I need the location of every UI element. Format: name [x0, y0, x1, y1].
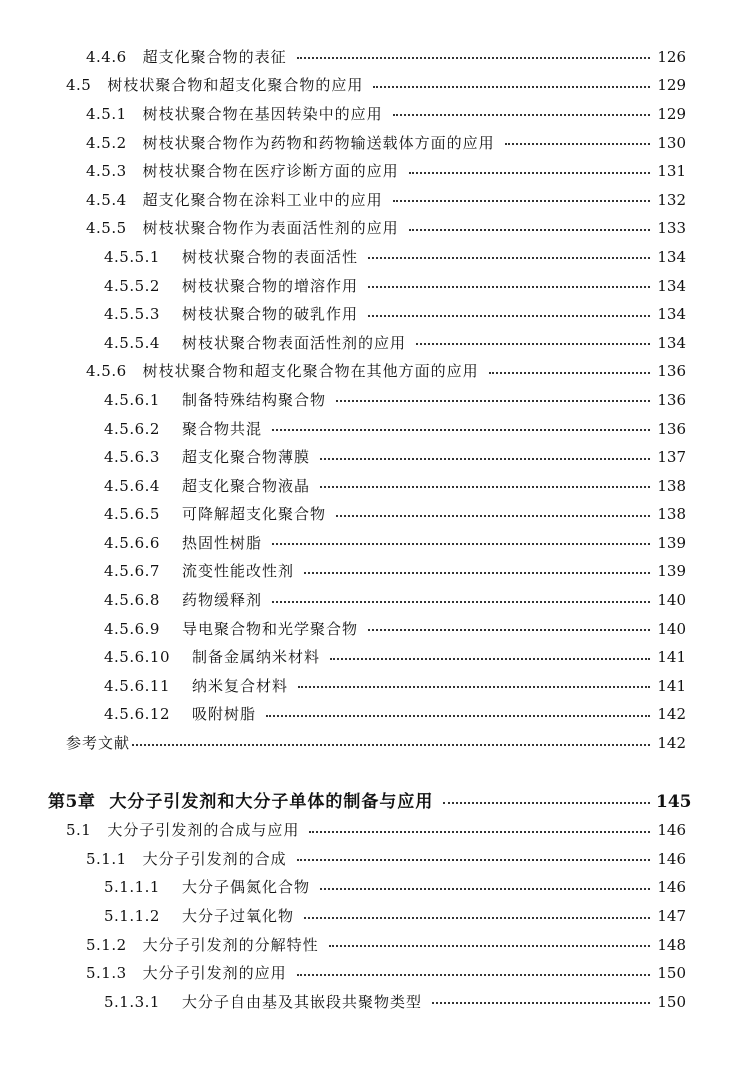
dot-leader	[373, 86, 650, 88]
toc-entry-title: 导电聚合物和光学聚合物	[181, 619, 358, 638]
toc-entry-title: 制备金属纳米材料	[192, 648, 321, 667]
toc-entry-page-number: 134	[657, 305, 686, 324]
dot-leader	[320, 486, 650, 488]
dot-leader	[409, 172, 650, 174]
toc-entry	[0, 100, 749, 129]
toc-entry-number: 4.5.6.2	[104, 419, 160, 438]
toc-entry-title: 超支化聚合物在涂料工业中的应用	[142, 190, 383, 209]
toc-entry-title: 吸附树脂	[192, 705, 257, 724]
toc-entry-page-number: 137	[657, 448, 686, 467]
toc-entry	[0, 386, 749, 415]
toc-entry-title: 大分子自由基及其嵌段共聚物类型	[181, 992, 422, 1011]
toc-entry-page-number: 131	[657, 162, 686, 181]
toc-entry-number: 4.5.6.3	[104, 448, 160, 467]
toc-entry-page-number: 129	[657, 104, 686, 123]
toc-entry-number: 4.5.6.8	[104, 591, 160, 610]
toc-entry-page-number: 150	[657, 964, 686, 983]
toc-entry	[0, 558, 749, 587]
toc-entry-page-number: 145	[656, 791, 692, 812]
toc-entry	[0, 243, 749, 272]
toc-entry-title: 大分子过氧化物	[181, 907, 294, 926]
dot-leader	[336, 515, 650, 517]
toc-entry	[0, 729, 749, 758]
dot-leader	[368, 315, 650, 317]
toc-entry-number: 5.1.3	[86, 964, 127, 983]
toc-entry-number: 4.4.6	[86, 47, 127, 66]
toc-entry-title: 大分子引发剂的合成与应用	[107, 821, 300, 840]
toc-chapter-entry	[0, 788, 749, 817]
toc-entry-title: 大分子偶氮化合物	[181, 878, 310, 897]
toc-entry-number: 4.5.5.2	[104, 276, 160, 295]
toc-entry-page-number: 148	[657, 935, 686, 954]
toc-entry-title: 树枝状聚合物表面活性剂的应用	[181, 333, 406, 352]
toc-entry-number: 4.5	[66, 76, 92, 95]
toc-entry	[0, 43, 749, 72]
toc-entry-title: 树枝状聚合物在医疗诊断方面的应用	[142, 162, 399, 181]
dot-leader	[409, 229, 650, 231]
toc-entry-title: 超支化聚合物液晶	[181, 476, 310, 495]
dot-leader	[304, 572, 650, 574]
toc-entry-page-number: 126	[657, 47, 686, 66]
toc-entry-title: 聚合物共混	[181, 419, 262, 438]
toc-entry-title: 树枝状聚合物在基因转染中的应用	[142, 104, 383, 123]
toc-entry	[0, 215, 749, 244]
toc-entry-page-number: 141	[657, 648, 686, 667]
dot-leader	[443, 802, 650, 804]
toc-entry	[0, 874, 749, 903]
toc-entry	[0, 129, 749, 158]
toc-entry	[0, 586, 749, 615]
dot-leader	[304, 917, 650, 919]
toc-entry-page-number: 136	[657, 419, 686, 438]
toc-entry-number: 4.5.4	[86, 190, 127, 209]
dot-leader	[368, 257, 650, 259]
toc-entry-page-number: 140	[657, 619, 686, 638]
toc-entry-title: 树枝状聚合物的增溶作用	[181, 276, 358, 295]
toc-entry-number: 4.5.1	[86, 104, 127, 123]
toc-entry-title: 树枝状聚合物和超支化聚合物在其他方面的应用	[142, 362, 479, 381]
toc-entry-number: 4.5.5	[86, 219, 127, 238]
toc-entry-page-number: 130	[657, 133, 686, 152]
dot-leader	[329, 945, 650, 947]
toc-entry-title: 纳米复合材料	[192, 676, 289, 695]
toc-entry-page-number: 134	[657, 333, 686, 352]
toc-entry-number: 4.5.2	[86, 133, 127, 152]
dot-leader	[309, 831, 650, 833]
toc-entry-title: 树枝状聚合物和超支化聚合物的应用	[107, 76, 364, 95]
dot-leader	[330, 658, 650, 660]
toc-entry-number: 4.5.5.1	[104, 247, 160, 266]
dot-leader	[393, 114, 650, 116]
toc-entry-number: 4.5.6.6	[104, 533, 160, 552]
dot-leader	[272, 543, 650, 545]
toc-entry-page-number: 147	[657, 907, 686, 926]
toc-entry	[0, 931, 749, 960]
dot-leader	[336, 400, 650, 402]
toc-entry	[0, 643, 749, 672]
toc-entry-number: 4.5.3	[86, 162, 127, 181]
dot-leader	[297, 974, 650, 976]
toc-entry-title: 可降解超支化聚合物	[181, 505, 326, 524]
dot-leader	[132, 744, 650, 746]
toc-entry-page-number: 139	[657, 562, 686, 581]
toc-entry	[0, 157, 749, 186]
dot-leader	[489, 372, 650, 374]
dot-leader	[505, 143, 650, 145]
toc-entry-title: 大分子引发剂和大分子单体的制备与应用	[109, 791, 434, 812]
toc-entry-page-number: 132	[657, 190, 686, 209]
toc-entry-number: 4.5.5.4	[104, 333, 160, 352]
toc-entry-number: 5.1.2	[86, 935, 127, 954]
toc-entry-title: 热固性树脂	[181, 533, 262, 552]
toc-entry-number: 4.5.6.9	[104, 619, 160, 638]
toc-entry-page-number: 139	[657, 533, 686, 552]
toc-entry-number: 5.1.1.2	[104, 907, 160, 926]
toc-entry-number: 4.5.6.10	[104, 648, 171, 667]
toc-entry-page-number: 150	[657, 992, 686, 1011]
toc-entry-title: 大分子引发剂的分解特性	[142, 935, 319, 954]
toc-entry-number: 4.5.6.1	[104, 390, 160, 409]
toc-entry-number: 5.1.1.1	[104, 878, 160, 897]
dot-leader	[272, 601, 650, 603]
toc-entry	[0, 501, 749, 530]
dot-leader	[432, 1002, 650, 1004]
toc-entry	[0, 272, 749, 301]
dot-leader	[272, 429, 650, 431]
dot-leader	[393, 200, 650, 202]
table-of-contents	[0, 43, 749, 1017]
dot-leader	[266, 715, 650, 717]
toc-entry-number: 4.5.6.7	[104, 562, 160, 581]
toc-entry-page-number: 142	[657, 705, 686, 724]
toc-entry-title: 树枝状聚合物作为表面活性剂的应用	[142, 219, 399, 238]
toc-entry-page-number: 146	[657, 878, 686, 897]
toc-entry-page-number: 136	[657, 362, 686, 381]
dot-leader	[320, 888, 650, 890]
toc-entry-title: 树枝状聚合物作为药物和药物输送载体方面的应用	[142, 133, 495, 152]
dot-leader	[298, 686, 650, 688]
toc-entry-title: 大分子引发剂的应用	[142, 964, 287, 983]
toc-entry-page-number: 146	[657, 821, 686, 840]
toc-entry-title: 参考文献	[66, 734, 131, 753]
toc-entry	[0, 329, 749, 358]
toc-entry-number: 4.5.6.11	[104, 676, 171, 695]
toc-entry	[0, 845, 749, 874]
dot-leader	[297, 57, 650, 59]
toc-entry-page-number: 138	[657, 505, 686, 524]
toc-entry	[0, 672, 749, 701]
toc-entry	[0, 443, 749, 472]
toc-entry	[0, 472, 749, 501]
toc-entry-page-number: 134	[657, 247, 686, 266]
toc-entry	[0, 358, 749, 387]
toc-entry-number: 4.5.6.12	[104, 705, 171, 724]
toc-entry	[0, 701, 749, 730]
toc-entry	[0, 615, 749, 644]
toc-entry	[0, 415, 749, 444]
toc-entry	[0, 300, 749, 329]
toc-entry-title: 大分子引发剂的合成	[142, 849, 287, 868]
toc-entry-number: 4.5.5.3	[104, 305, 160, 324]
toc-entry	[0, 186, 749, 215]
dot-leader	[368, 629, 650, 631]
toc-entry-number: 5.1.1	[86, 849, 127, 868]
toc-entry-page-number: 141	[657, 676, 686, 695]
toc-entry	[0, 902, 749, 931]
toc-entry	[0, 72, 749, 101]
toc-entry-page-number: 136	[657, 390, 686, 409]
toc-entry	[0, 529, 749, 558]
toc-entry-title: 药物缓释剂	[181, 591, 262, 610]
toc-entry	[0, 959, 749, 988]
toc-entry-page-number: 146	[657, 849, 686, 868]
chapter-gap	[0, 758, 749, 788]
toc-entry-number: 4.5.6.5	[104, 505, 160, 524]
dot-leader	[368, 286, 650, 288]
toc-section-chapter-4	[0, 43, 749, 758]
toc-entry-title: 超支化聚合物的表征	[142, 47, 287, 66]
toc-entry	[0, 988, 749, 1017]
toc-entry-page-number: 133	[657, 219, 686, 238]
toc-entry-number: 4.5.6.4	[104, 476, 160, 495]
dot-leader	[416, 343, 650, 345]
toc-entry-number: 4.5.6	[86, 362, 127, 381]
toc-entry	[0, 816, 749, 845]
toc-entry-page-number: 142	[657, 734, 686, 753]
toc-entry-page-number: 138	[657, 476, 686, 495]
toc-entry-number: 5.1.3.1	[104, 992, 160, 1011]
dot-leader	[297, 859, 650, 861]
toc-entry-title: 树枝状聚合物的表面活性	[181, 247, 358, 266]
toc-entry-number: 第5章	[48, 791, 96, 812]
toc-entry-page-number: 140	[657, 591, 686, 610]
toc-entry-number: 5.1	[66, 821, 92, 840]
toc-entry-title: 树枝状聚合物的破乳作用	[181, 305, 358, 324]
toc-section-chapter-5	[0, 788, 749, 1017]
toc-entry-title: 流变性能改性剂	[181, 562, 294, 581]
toc-entry-page-number: 134	[657, 276, 686, 295]
toc-entry-page-number: 129	[657, 76, 686, 95]
toc-entry-title: 制备特殊结构聚合物	[181, 390, 326, 409]
dot-leader	[320, 458, 650, 460]
toc-entry-title: 超支化聚合物薄膜	[181, 448, 310, 467]
